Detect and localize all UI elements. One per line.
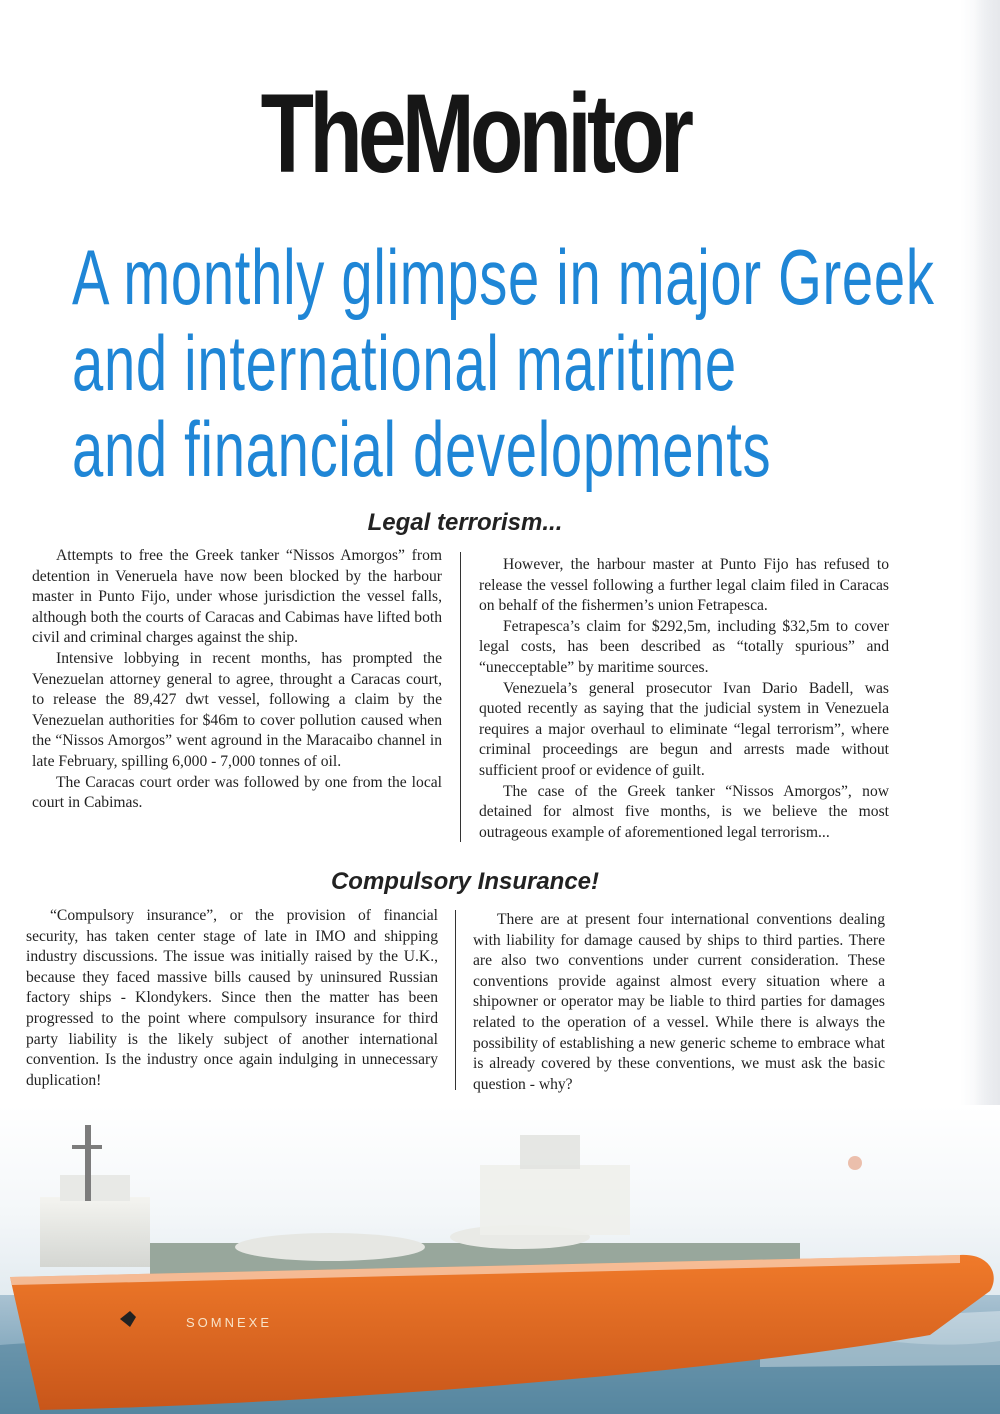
- column-divider: [455, 910, 456, 1090]
- section-title-compulsory-insurance: Compulsory Insurance!: [330, 868, 600, 895]
- article-legal-terrorism-left-column: [32, 546, 442, 814]
- paragraph: However, the harbour master at Punto Fijo has refused to release the vessel following a further legal claim filed in Caracas on behalf of the fishermen’s union Fetrapesca.: [479, 556, 889, 615]
- mast-crossbar: [72, 1145, 102, 1149]
- article-legal-terrorism-right-column: [479, 555, 889, 843]
- signal-lamp: [848, 1156, 862, 1170]
- masthead-logo: TheMonitor: [260, 71, 690, 196]
- bridge-house: [40, 1197, 150, 1267]
- cargo-crane-top: [520, 1135, 580, 1169]
- paragraph: Venezuela’s general prosecutor Ivan Dario Badell, was quoted recently as saying that the judicial system in Venezuela requires a major overhaul to eliminate “legal terrorism”, where criminal proceedings are begun and arrests made without sufficient proof or evidence of guilt.: [479, 679, 889, 779]
- paragraph: Intensive lobbying in recent months, has prompted the Venezuelan attorney general to agree, throught a Caracas court, to release the 89,427 dwt vessel, following a claim by the Venezuelan authorities for $46m to cover pollution caused when the “Nissos Amorgos” went aground in the Maracaibo channel in late February, spilling 6,000 - 7,000 tonnes of oil.: [32, 649, 442, 770]
- cargo-crane-structure: [480, 1165, 630, 1235]
- paragraph: The case of the Greek tanker “Nissos Amorgos”, now detained for almost five months, is we believe the most outrageous example of aforementioned legal terrorism...: [479, 782, 889, 841]
- paragraph: The Caracas court order was followed by one from the local court in Cabimas.: [32, 773, 442, 812]
- tagline-line: and international maritime: [72, 319, 737, 407]
- article-compulsory-insurance-left-column: [26, 906, 438, 1091]
- article-compulsory-insurance-right-column: [473, 910, 885, 1095]
- section-title-legal-terrorism: Legal terrorism...: [367, 509, 563, 536]
- cargo-tank: [235, 1233, 425, 1261]
- bridge-top: [60, 1175, 130, 1201]
- tagline-line: A monthly glimpse in major Greek: [72, 233, 935, 321]
- mast: [85, 1125, 91, 1201]
- tagline-line: and financial developments: [72, 405, 772, 493]
- paragraph: There are at present four international conventions dealing with liability for damage caused by ships to third parties. There are also two conventions under current consideration. These conventions provide against almost every situation where a shipowner or operator may be liable to third parties for damages related to the operation of a vessel. While there is always the possibility of establishing a new generic scheme to embrace what is already covered by these conventions, we must ask the basic question - why?: [473, 911, 885, 1093]
- column-divider: [460, 552, 461, 842]
- tanker-photo: [0, 1105, 1000, 1414]
- paragraph: “Compulsory insurance”, or the provision of financial security, has taken center stage of late in IMO and shipping industry discussions. The issue was initially raised by the U.K., because they faced massive bills caused by uninsured Russian factory ships - Klondykers. Since then the matter has been progressed to the point where compulsory insurance for third party liability is the likely subject of another international convention. Is the industry once again indulging in unnecessary duplication!: [26, 907, 438, 1089]
- paragraph: Attempts to free the Greek tanker “Nissos Amorgos” from detention in Veneruela have now been blocked by the harbour master in Punto Fijo, under whose jurisdiction the vessel falls, although both the courts of Caracas and Cabimas have lifted both civil and criminal charges against the ship.: [32, 547, 442, 647]
- tagline: [72, 234, 936, 492]
- ship-name: SOMNEXE: [186, 1315, 273, 1330]
- paragraph: Fetrapesca’s claim for $292,5m, including $32,5m to cover legal costs, has been described as “totally spurious” and “unecceptable” by maritime sources.: [479, 617, 889, 676]
- tanker-illustration: [0, 1105, 1000, 1414]
